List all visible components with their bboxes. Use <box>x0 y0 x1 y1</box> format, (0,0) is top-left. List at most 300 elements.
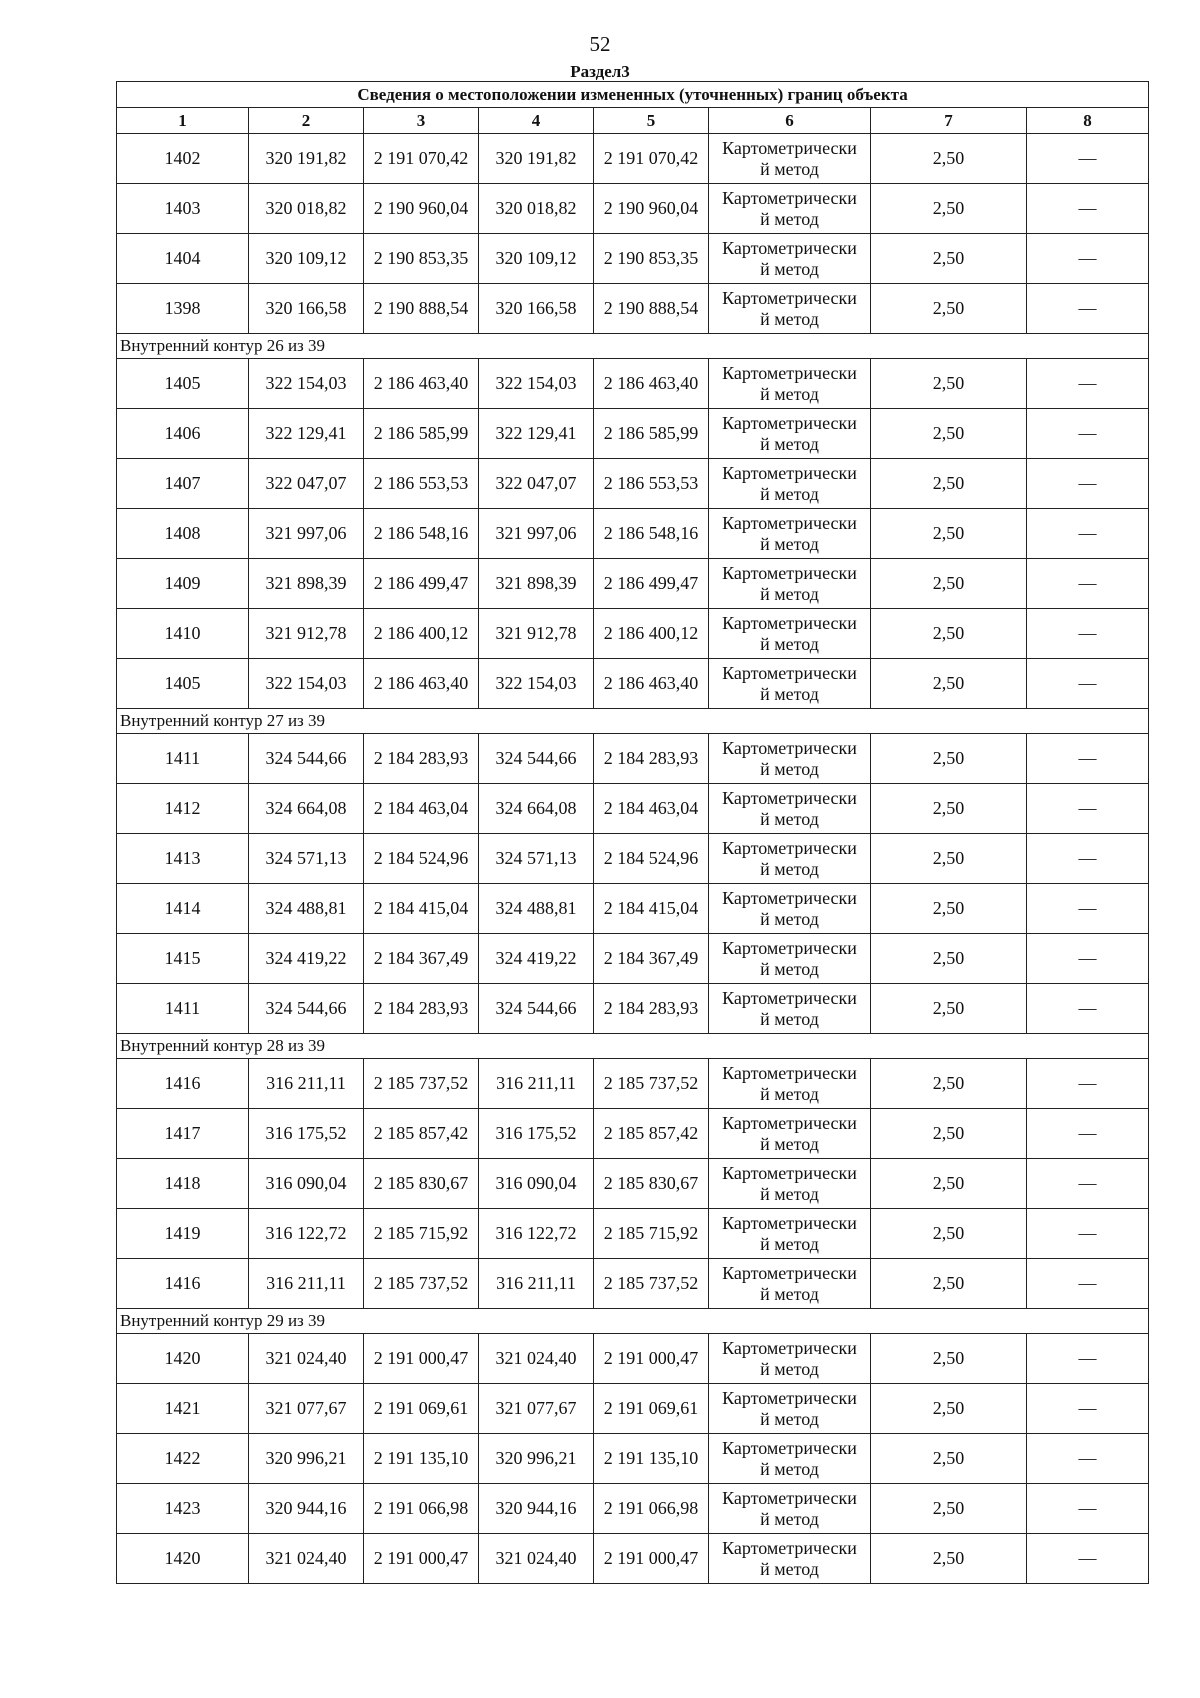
method-cell <box>709 234 871 284</box>
point-number: 1405 <box>117 359 249 409</box>
table-row <box>117 984 1149 1034</box>
table-row <box>117 884 1149 934</box>
method-cell <box>709 1484 871 1534</box>
x-coordinate-new: 320 191,82 <box>479 134 594 184</box>
method-line: Картометрически <box>722 1337 857 1358</box>
method-line: Картометрически <box>722 1212 857 1233</box>
method-line: й метод <box>760 908 819 929</box>
dash-cell: — <box>1027 1159 1149 1209</box>
point-number: 1422 <box>117 1434 249 1484</box>
x-coordinate-old: 322 154,03 <box>249 659 364 709</box>
y-coordinate-new: 2 186 400,12 <box>594 609 709 659</box>
x-coordinate-new: 322 047,07 <box>479 459 594 509</box>
method-cell <box>709 834 871 884</box>
method-line: Картометрически <box>722 362 857 383</box>
x-coordinate-old: 320 109,12 <box>249 234 364 284</box>
method-cell <box>709 1434 871 1484</box>
x-coordinate-new: 320 944,16 <box>479 1484 594 1534</box>
column-header: 8 <box>1027 108 1149 134</box>
method-line: Картометрически <box>722 462 857 483</box>
x-coordinate-old: 316 090,04 <box>249 1159 364 1209</box>
y-coordinate-new: 2 190 960,04 <box>594 184 709 234</box>
point-number: 1411 <box>117 984 249 1034</box>
point-number: 1402 <box>117 134 249 184</box>
y-coordinate-old: 2 190 853,35 <box>364 234 479 284</box>
x-coordinate-old: 316 122,72 <box>249 1209 364 1259</box>
x-coordinate-old: 316 175,52 <box>249 1109 364 1159</box>
method-line: й метод <box>760 1508 819 1529</box>
dash-cell: — <box>1027 459 1149 509</box>
table-row <box>117 359 1149 409</box>
y-coordinate-old: 2 186 463,40 <box>364 659 479 709</box>
page-number: 52 <box>589 32 611 56</box>
x-coordinate-old: 320 018,82 <box>249 184 364 234</box>
method-line: й метод <box>760 958 819 979</box>
table-row <box>117 1484 1149 1534</box>
precision-value: 2,50 <box>871 509 1027 559</box>
dash-cell: — <box>1027 884 1149 934</box>
method-cell <box>709 1109 871 1159</box>
x-coordinate-new: 320 996,21 <box>479 1434 594 1484</box>
y-coordinate-old: 2 185 857,42 <box>364 1109 479 1159</box>
table-caption-row <box>117 82 1149 108</box>
table-row <box>117 834 1149 884</box>
point-number: 1419 <box>117 1209 249 1259</box>
table-caption: Сведения о местоположении измененных (уточненных) границ объекта <box>117 82 1149 108</box>
x-coordinate-old: 321 077,67 <box>249 1384 364 1434</box>
x-coordinate-new: 322 129,41 <box>479 409 594 459</box>
x-coordinate-new: 321 024,40 <box>479 1334 594 1384</box>
table-row <box>117 459 1149 509</box>
dash-cell: — <box>1027 559 1149 609</box>
precision-value: 2,50 <box>871 559 1027 609</box>
point-number: 1403 <box>117 184 249 234</box>
column-header: 2 <box>249 108 364 134</box>
method-line: й метод <box>760 808 819 829</box>
y-coordinate-new: 2 191 000,47 <box>594 1534 709 1584</box>
method-cell <box>709 1384 871 1434</box>
x-coordinate-old: 321 024,40 <box>249 1334 364 1384</box>
dash-cell: — <box>1027 609 1149 659</box>
table-row <box>117 784 1149 834</box>
x-coordinate-new: 316 175,52 <box>479 1109 594 1159</box>
column-header: 6 <box>709 108 871 134</box>
dash-cell: — <box>1027 1259 1149 1309</box>
x-coordinate-old: 322 154,03 <box>249 359 364 409</box>
point-number: 1421 <box>117 1384 249 1434</box>
contour-label: Внутренний контур 27 из 39 <box>117 709 1149 734</box>
y-coordinate-old: 2 191 066,98 <box>364 1484 479 1534</box>
x-coordinate-old: 320 166,58 <box>249 284 364 334</box>
method-line: й метод <box>760 1458 819 1479</box>
method-line: й метод <box>760 1558 819 1579</box>
y-coordinate-new: 2 184 367,49 <box>594 934 709 984</box>
point-number: 1413 <box>117 834 249 884</box>
method-line: й метод <box>760 1408 819 1429</box>
column-header: 3 <box>364 108 479 134</box>
x-coordinate-new: 316 122,72 <box>479 1209 594 1259</box>
y-coordinate-new: 2 184 524,96 <box>594 834 709 884</box>
column-header: 5 <box>594 108 709 134</box>
precision-value: 2,50 <box>871 459 1027 509</box>
x-coordinate-old: 321 024,40 <box>249 1534 364 1584</box>
point-number: 1404 <box>117 234 249 284</box>
precision-value: 2,50 <box>871 1484 1027 1534</box>
x-coordinate-new: 321 024,40 <box>479 1534 594 1584</box>
point-number: 1417 <box>117 1109 249 1159</box>
precision-value: 2,50 <box>871 1434 1027 1484</box>
point-number: 1420 <box>117 1534 249 1584</box>
table-row <box>117 1109 1149 1159</box>
x-coordinate-new: 324 544,66 <box>479 734 594 784</box>
precision-value: 2,50 <box>871 359 1027 409</box>
dash-cell: — <box>1027 234 1149 284</box>
dash-cell: — <box>1027 509 1149 559</box>
dash-cell: — <box>1027 1109 1149 1159</box>
method-line: й метод <box>760 758 819 779</box>
table-row <box>117 1434 1149 1484</box>
column-header: 4 <box>479 108 594 134</box>
point-number: 1407 <box>117 459 249 509</box>
table-header-row <box>117 108 1149 134</box>
point-number: 1405 <box>117 659 249 709</box>
precision-value: 2,50 <box>871 134 1027 184</box>
y-coordinate-new: 2 191 070,42 <box>594 134 709 184</box>
method-line: Картометрически <box>722 512 857 533</box>
method-line: й метод <box>760 433 819 454</box>
y-coordinate-old: 2 190 960,04 <box>364 184 479 234</box>
table-row <box>117 134 1149 184</box>
dash-cell: — <box>1027 284 1149 334</box>
precision-value: 2,50 <box>871 184 1027 234</box>
x-coordinate-old: 320 191,82 <box>249 134 364 184</box>
method-line: Картометрически <box>722 662 857 683</box>
contour-row <box>117 334 1149 359</box>
point-number: 1420 <box>117 1334 249 1384</box>
y-coordinate-new: 2 186 499,47 <box>594 559 709 609</box>
method-cell <box>709 359 871 409</box>
table-row <box>117 559 1149 609</box>
method-line: Картометрически <box>722 787 857 808</box>
table-row <box>117 1259 1149 1309</box>
dash-cell: — <box>1027 184 1149 234</box>
point-number: 1410 <box>117 609 249 659</box>
y-coordinate-old: 2 185 737,52 <box>364 1059 479 1109</box>
boundary-coordinates-table <box>116 81 1149 1584</box>
y-coordinate-old: 2 186 548,16 <box>364 509 479 559</box>
precision-value: 2,50 <box>871 784 1027 834</box>
method-cell <box>709 1159 871 1209</box>
method-line: й метод <box>760 858 819 879</box>
y-coordinate-new: 2 184 415,04 <box>594 884 709 934</box>
method-cell <box>709 1059 871 1109</box>
table-row <box>117 1059 1149 1109</box>
y-coordinate-old: 2 184 283,93 <box>364 984 479 1034</box>
precision-value: 2,50 <box>871 284 1027 334</box>
point-number: 1418 <box>117 1159 249 1209</box>
precision-value: 2,50 <box>871 1209 1027 1259</box>
y-coordinate-new: 2 191 069,61 <box>594 1384 709 1434</box>
x-coordinate-new: 324 664,08 <box>479 784 594 834</box>
precision-value: 2,50 <box>871 1059 1027 1109</box>
y-coordinate-old: 2 184 463,04 <box>364 784 479 834</box>
x-coordinate-new: 322 154,03 <box>479 359 594 409</box>
table-body <box>117 82 1149 1584</box>
method-line: Картометрически <box>722 187 857 208</box>
method-line: й метод <box>760 1233 819 1254</box>
method-line: Картометрически <box>722 1437 857 1458</box>
x-coordinate-old: 324 571,13 <box>249 834 364 884</box>
table-row <box>117 409 1149 459</box>
method-line: Картометрически <box>722 1387 857 1408</box>
method-cell <box>709 1534 871 1584</box>
point-number: 1406 <box>117 409 249 459</box>
y-coordinate-new: 2 191 000,47 <box>594 1334 709 1384</box>
method-line: Картометрически <box>722 237 857 258</box>
x-coordinate-new: 320 018,82 <box>479 184 594 234</box>
method-line: й метод <box>760 383 819 404</box>
dash-cell: — <box>1027 1334 1149 1384</box>
dash-cell: — <box>1027 1059 1149 1109</box>
y-coordinate-new: 2 186 463,40 <box>594 359 709 409</box>
method-cell <box>709 1259 871 1309</box>
y-coordinate-new: 2 185 737,52 <box>594 1259 709 1309</box>
method-cell <box>709 659 871 709</box>
section-title: Раздел3 <box>570 62 630 81</box>
x-coordinate-new: 324 544,66 <box>479 984 594 1034</box>
method-line: Картометрически <box>722 562 857 583</box>
precision-value: 2,50 <box>871 1534 1027 1584</box>
method-line: Картометрически <box>722 1537 857 1558</box>
method-cell <box>709 134 871 184</box>
column-header: 1 <box>117 108 249 134</box>
method-cell <box>709 734 871 784</box>
dash-cell: — <box>1027 784 1149 834</box>
method-line: й метод <box>760 1133 819 1154</box>
contour-label: Внутренний контур 28 из 39 <box>117 1034 1149 1059</box>
table-row <box>117 1384 1149 1434</box>
table-row <box>117 234 1149 284</box>
precision-value: 2,50 <box>871 1384 1027 1434</box>
x-coordinate-old: 321 898,39 <box>249 559 364 609</box>
y-coordinate-old: 2 184 415,04 <box>364 884 479 934</box>
y-coordinate-old: 2 191 069,61 <box>364 1384 479 1434</box>
precision-value: 2,50 <box>871 1159 1027 1209</box>
method-line: й метод <box>760 258 819 279</box>
contour-row <box>117 1034 1149 1059</box>
point-number: 1415 <box>117 934 249 984</box>
x-coordinate-new: 324 571,13 <box>479 834 594 884</box>
y-coordinate-old: 2 186 553,53 <box>364 459 479 509</box>
point-number: 1416 <box>117 1059 249 1109</box>
method-line: Картометрически <box>722 937 857 958</box>
y-coordinate-new: 2 191 135,10 <box>594 1434 709 1484</box>
column-header: 7 <box>871 108 1027 134</box>
dash-cell: — <box>1027 934 1149 984</box>
method-cell <box>709 984 871 1034</box>
dash-cell: — <box>1027 1534 1149 1584</box>
method-line: Картометрически <box>722 1162 857 1183</box>
x-coordinate-new: 321 077,67 <box>479 1384 594 1434</box>
precision-value: 2,50 <box>871 409 1027 459</box>
precision-value: 2,50 <box>871 1259 1027 1309</box>
method-cell <box>709 559 871 609</box>
contour-row <box>117 1309 1149 1334</box>
table-row <box>117 184 1149 234</box>
table-row <box>117 609 1149 659</box>
x-coordinate-old: 316 211,11 <box>249 1059 364 1109</box>
method-line: й метод <box>760 1008 819 1029</box>
y-coordinate-new: 2 184 283,93 <box>594 734 709 784</box>
method-cell <box>709 784 871 834</box>
precision-value: 2,50 <box>871 734 1027 784</box>
x-coordinate-old: 322 047,07 <box>249 459 364 509</box>
y-coordinate-old: 2 186 463,40 <box>364 359 479 409</box>
y-coordinate-new: 2 190 853,35 <box>594 234 709 284</box>
precision-value: 2,50 <box>871 834 1027 884</box>
y-coordinate-old: 2 191 000,47 <box>364 1334 479 1384</box>
y-coordinate-new: 2 191 066,98 <box>594 1484 709 1534</box>
dash-cell: — <box>1027 1384 1149 1434</box>
y-coordinate-old: 2 185 830,67 <box>364 1159 479 1209</box>
precision-value: 2,50 <box>871 1334 1027 1384</box>
method-cell <box>709 184 871 234</box>
x-coordinate-new: 321 997,06 <box>479 509 594 559</box>
method-cell <box>709 459 871 509</box>
method-cell <box>709 409 871 459</box>
method-line: Картометрически <box>722 1112 857 1133</box>
contour-label: Внутренний контур 26 из 39 <box>117 334 1149 359</box>
y-coordinate-new: 2 185 715,92 <box>594 1209 709 1259</box>
method-line: й метод <box>760 1083 819 1104</box>
table-row <box>117 734 1149 784</box>
method-cell <box>709 609 871 659</box>
method-cell <box>709 509 871 559</box>
x-coordinate-old: 324 419,22 <box>249 934 364 984</box>
x-coordinate-old: 324 544,66 <box>249 734 364 784</box>
precision-value: 2,50 <box>871 1109 1027 1159</box>
table-row <box>117 1334 1149 1384</box>
x-coordinate-new: 316 211,11 <box>479 1259 594 1309</box>
dash-cell: — <box>1027 1484 1149 1534</box>
point-number: 1416 <box>117 1259 249 1309</box>
point-number: 1398 <box>117 284 249 334</box>
method-line: й метод <box>760 1283 819 1304</box>
method-line: Картометрически <box>722 1262 857 1283</box>
y-coordinate-new: 2 186 548,16 <box>594 509 709 559</box>
y-coordinate-new: 2 186 463,40 <box>594 659 709 709</box>
y-coordinate-old: 2 184 283,93 <box>364 734 479 784</box>
method-line: Картометрически <box>722 1062 857 1083</box>
method-line: й метод <box>760 1183 819 1204</box>
dash-cell: — <box>1027 734 1149 784</box>
method-line: й метод <box>760 483 819 504</box>
y-coordinate-old: 2 186 499,47 <box>364 559 479 609</box>
x-coordinate-old: 320 996,21 <box>249 1434 364 1484</box>
dash-cell: — <box>1027 1209 1149 1259</box>
x-coordinate-old: 324 664,08 <box>249 784 364 834</box>
precision-value: 2,50 <box>871 934 1027 984</box>
point-number: 1423 <box>117 1484 249 1534</box>
x-coordinate-new: 322 154,03 <box>479 659 594 709</box>
point-number: 1408 <box>117 509 249 559</box>
method-line: й метод <box>760 583 819 604</box>
point-number: 1412 <box>117 784 249 834</box>
precision-value: 2,50 <box>871 659 1027 709</box>
x-coordinate-new: 320 109,12 <box>479 234 594 284</box>
precision-value: 2,50 <box>871 984 1027 1034</box>
dash-cell: — <box>1027 659 1149 709</box>
method-line: й метод <box>760 683 819 704</box>
table-row <box>117 284 1149 334</box>
method-line: й метод <box>760 633 819 654</box>
y-coordinate-new: 2 184 463,04 <box>594 784 709 834</box>
y-coordinate-old: 2 184 524,96 <box>364 834 479 884</box>
dash-cell: — <box>1027 834 1149 884</box>
table-row <box>117 1209 1149 1259</box>
y-coordinate-old: 2 186 585,99 <box>364 409 479 459</box>
dash-cell: — <box>1027 134 1149 184</box>
x-coordinate-new: 324 488,81 <box>479 884 594 934</box>
method-line: й метод <box>760 158 819 179</box>
precision-value: 2,50 <box>871 609 1027 659</box>
method-line: й метод <box>760 308 819 329</box>
point-number: 1409 <box>117 559 249 609</box>
x-coordinate-new: 324 419,22 <box>479 934 594 984</box>
y-coordinate-new: 2 186 585,99 <box>594 409 709 459</box>
point-number: 1411 <box>117 734 249 784</box>
x-coordinate-old: 324 544,66 <box>249 984 364 1034</box>
y-coordinate-old: 2 184 367,49 <box>364 934 479 984</box>
y-coordinate-old: 2 190 888,54 <box>364 284 479 334</box>
dash-cell: — <box>1027 984 1149 1034</box>
y-coordinate-new: 2 186 553,53 <box>594 459 709 509</box>
table-row <box>117 659 1149 709</box>
method-line: Картометрически <box>722 1487 857 1508</box>
y-coordinate-old: 2 185 715,92 <box>364 1209 479 1259</box>
x-coordinate-old: 324 488,81 <box>249 884 364 934</box>
y-coordinate-old: 2 191 000,47 <box>364 1534 479 1584</box>
point-number: 1414 <box>117 884 249 934</box>
precision-value: 2,50 <box>871 884 1027 934</box>
method-line: Картометрически <box>722 837 857 858</box>
table-row <box>117 1534 1149 1584</box>
dash-cell: — <box>1027 1434 1149 1484</box>
dash-cell: — <box>1027 359 1149 409</box>
y-coordinate-new: 2 184 283,93 <box>594 984 709 1034</box>
method-line: Картометрически <box>722 612 857 633</box>
method-cell <box>709 934 871 984</box>
method-line: Картометрически <box>722 287 857 308</box>
method-line: й метод <box>760 1358 819 1379</box>
x-coordinate-new: 321 912,78 <box>479 609 594 659</box>
method-line: Картометрически <box>722 887 857 908</box>
dash-cell: — <box>1027 409 1149 459</box>
x-coordinate-new: 316 211,11 <box>479 1059 594 1109</box>
method-cell <box>709 1334 871 1384</box>
x-coordinate-new: 320 166,58 <box>479 284 594 334</box>
x-coordinate-new: 321 898,39 <box>479 559 594 609</box>
x-coordinate-old: 320 944,16 <box>249 1484 364 1534</box>
y-coordinate-old: 2 185 737,52 <box>364 1259 479 1309</box>
table-row <box>117 934 1149 984</box>
y-coordinate-new: 2 185 857,42 <box>594 1109 709 1159</box>
method-line: Картометрически <box>722 987 857 1008</box>
y-coordinate-new: 2 185 737,52 <box>594 1059 709 1109</box>
method-line: й метод <box>760 208 819 229</box>
x-coordinate-old: 321 912,78 <box>249 609 364 659</box>
y-coordinate-old: 2 191 070,42 <box>364 134 479 184</box>
